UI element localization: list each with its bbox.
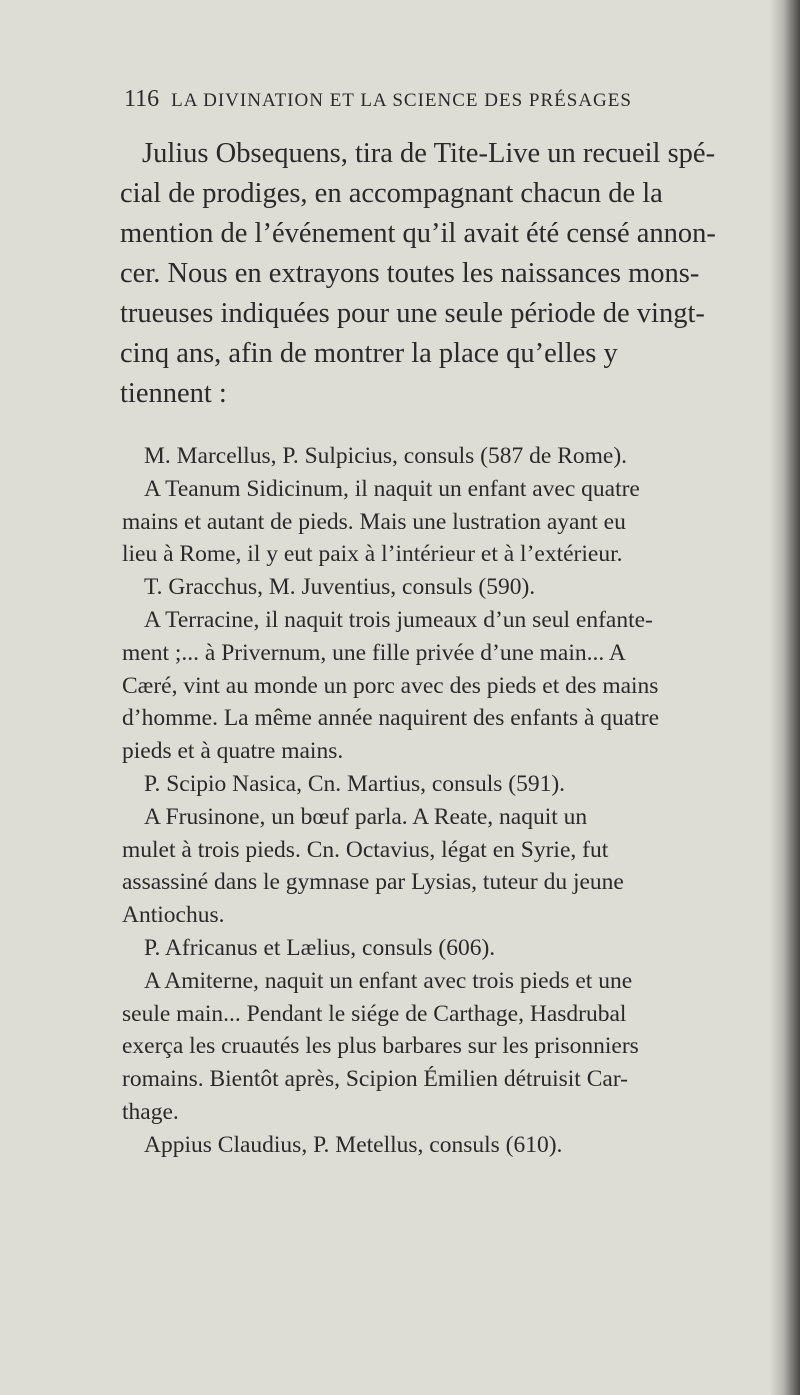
text-line: Julius Obsequens, tira de Tite-Live un recueil spé- [142,138,716,169]
text-line: cer. Nous en extrayons toutes les naissances mons- [120,258,700,289]
text-line: tiennent : [120,378,227,409]
page-edge-shadow [770,0,800,1395]
text-line: lieu à Rome, il y eut paix à l’intérieur et à l’extérieur. [122,541,623,568]
text-line: thage. [122,1098,179,1125]
text-line: cinq ans, afin de montrer la place qu’elles y [120,338,618,369]
text-line: mention de l’événement qu’il avait été censé annon- [120,218,716,249]
text-line: d’homme. La même année naquirent des enfants à quatre [122,705,660,732]
page-number: 116 [124,86,160,112]
text-line: A Terracine, il naquit trois jumeaux d’un seul enfante- [144,606,653,633]
text-line: Antiochus. [122,902,225,929]
text-line: mulet à trois pieds. Cn. Octavius, légat en Syrie, fut [122,836,609,863]
text-line: mains et autant de pieds. Mais une lustration ayant eu [122,508,626,535]
text-line: A Frusinone, un bœuf parla. A Reate, naquit un [144,803,588,830]
consuls-heading: P. Africanus et Lælius, consuls (606). [144,934,496,961]
prodigies-list [122,440,772,1162]
text-line: A Teanum Sidicinum, il naquit un enfant avec quatre [144,475,640,502]
text-line: A Amiterne, naquit un enfant avec trois pieds et une [144,967,633,994]
running-title: LA DIVINATION ET LA SCIENCE DES PRÉSAGES [171,90,632,111]
text-line: exerça les cruautés les plus barbares sur les prisonniers [122,1033,639,1060]
text-line: seule main... Pendant le siége de Carthage, Hasdrubal [122,1000,627,1027]
text-line: trueuses indiquées pour une seule période de vingt- [120,298,705,329]
intro-paragraph [120,134,770,414]
consuls-heading: P. Scipio Nasica, Cn. Martius, consuls (591). [144,770,566,797]
text-line: assassiné dans le gymnase par Lysias, tuteur du jeune [122,869,624,896]
text-line: Cæré, vint au monde un porc avec des pieds et des mains [122,672,659,699]
text-line: cial de prodiges, en accompagnant chacun de la [120,178,663,209]
consuls-heading: Appius Claudius, P. Metellus, consuls (610). [144,1131,563,1158]
text-line: romains. Bientôt après, Scipion Émilien détruisit Car- [122,1066,628,1093]
text-line: ment ;... à Privernum, une fille privée d’une main... A [122,639,626,666]
text-line: pieds et à quatre mains. [122,738,344,765]
consuls-heading: M. Marcellus, P. Sulpicius, consuls (587 de Rome). [144,443,628,469]
consuls-heading: T. Gracchus, M. Juventius, consuls (590). [144,574,536,601]
running-head [124,86,764,116]
